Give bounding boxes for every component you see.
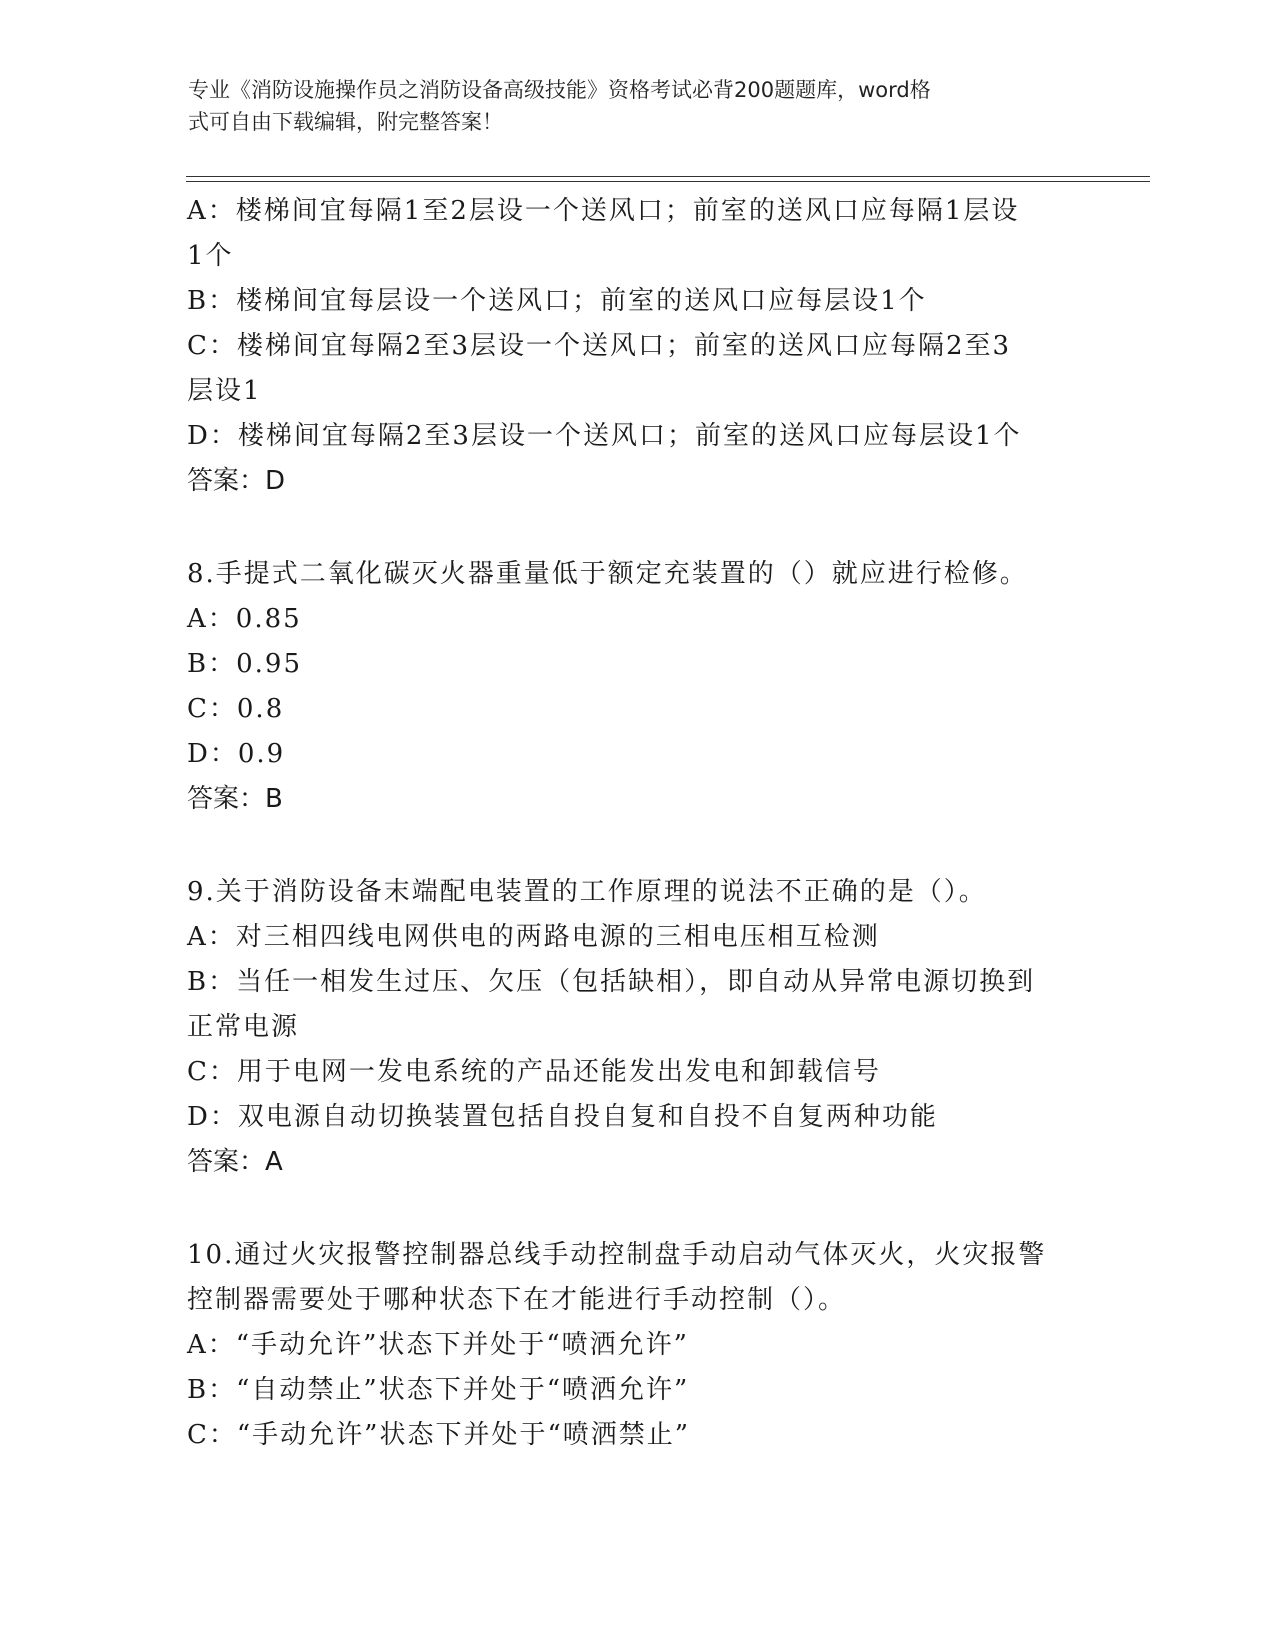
question-10-block [187,1233,1067,1458]
option-c: C：0.8 [187,694,285,724]
question-10-stem-line-2: 控制器需要处于哪种状态下在才能进行手动控制（）。 [187,1285,847,1315]
answer-7: 答案：D [187,466,286,496]
option-a: A：“手动允许”状态下并处于“喷洒允许” [187,1330,689,1360]
question-content [187,189,1067,1458]
option-c-line-2: 层设1 [187,376,262,406]
option-b-line-2: 正常电源 [187,1012,300,1042]
header-divider-bottom [186,181,1150,182]
option-c: C：用于电网一发电系统的产品还能发出发电和卸载信号 [187,1057,881,1087]
option-a: A：0.85 [187,604,302,634]
option-d: D：0.9 [187,739,286,769]
header-line-1: 专业《消防设施操作员之消防设备高级技能》资格考试必背200题题库，word格 [188,78,931,102]
option-b: B：0.95 [187,649,302,679]
question-9-block [187,870,1067,1185]
question-8-block [187,552,1067,822]
header-divider-top [186,176,1150,177]
question-8-stem: 8.手提式二氧化碳灭火器重量低于额定充装置的（）就应进行检修。 [187,559,1028,589]
option-b-line-1: B：当任一相发生过压、欠压（包括缺相），即自动从异常电源切换到 [187,967,1036,997]
question-7-block [187,189,1067,504]
option-d: D：双电源自动切换装置包括自投自复和自投不自复两种功能 [187,1102,938,1132]
option-c: C：“手动允许”状态下并处于“喷洒禁止” [187,1420,691,1450]
header-line-2: 式可自由下载编辑，附完整答案！ [188,110,503,134]
answer-9: 答案：A [187,1147,283,1177]
document-header [188,74,1068,138]
option-a: A：对三相四线电网供电的两路电源的三相电压相互检测 [187,922,880,952]
question-9-stem: 9.关于消防设备末端配电装置的工作原理的说法不正确的是（）。 [187,877,987,907]
option-a-line-1: A：楼梯间宜每隔1至2层设一个送风口；前室的送风口应每隔1层设 [187,196,1020,226]
question-10-stem-line-1: 10.通过火灾报警控制器总线手动控制盘手动启动气体灭火，火灾报警 [187,1240,1047,1270]
option-b: B：“自动禁止”状态下并处于“喷洒允许” [187,1375,690,1405]
option-c-line-1: C：楼梯间宜每隔2至3层设一个送风口；前室的送风口应每隔2至3 [187,331,1012,361]
option-b: B：楼梯间宜每层设一个送风口；前室的送风口应每层设1个 [187,286,927,316]
option-a-line-2: 1个 [187,241,234,271]
option-d: D：楼梯间宜每隔2至3层设一个送风口；前室的送风口应每层设1个 [187,421,1022,451]
answer-8: 答案：B [187,784,283,814]
